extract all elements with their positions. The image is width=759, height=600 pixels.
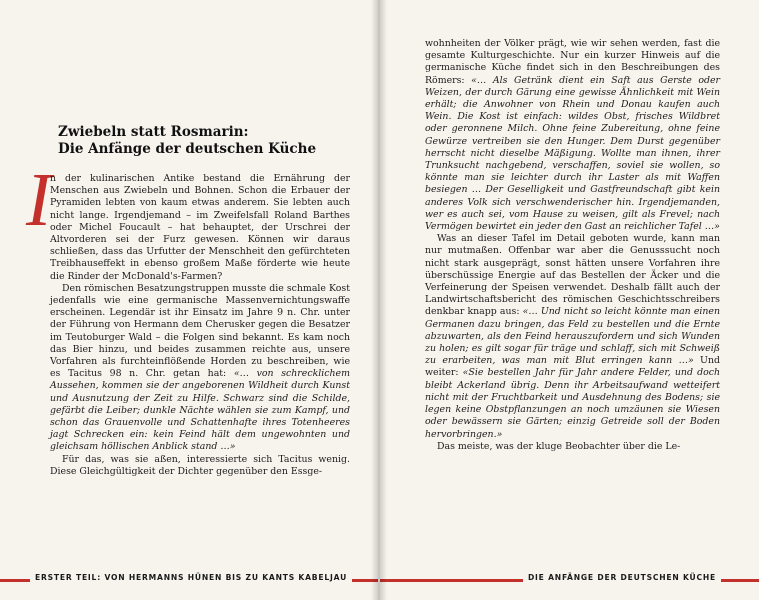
paragraph <box>425 38 720 233</box>
right-footer <box>380 562 759 600</box>
left-page <box>0 0 378 600</box>
drop-cap: I <box>26 158 52 242</box>
left-body-text <box>50 173 350 478</box>
paragraph-text: Was an dieser Tafel im Detail geboten wurde, kann man nur mutmaßen. Offenbar war aber die Genusssucht noch nicht stark ausgeprägt, sonst hätten unsere Vorfahren ihre überschüssige Energie auf das Bestellen der Äcker und die Verfeinerung der Speisen verwendet. Deshalb fällt auch der Landwirtschaftsbericht des römischen Geschichtsschreibers denkbar knapp aus: <box>425 233 720 318</box>
tacitus-quote: «… Und nicht so leicht könnte man einen Germanen dazu bringen, das Feld zu bestellen und die Ernte abzuwarten, als den Feind herauszufordern und sich Wunden zu holen; es gilt sogar für träge und schlaff, sich mit Schweiß zu erarbeiten, was man mit Blut erringen kann …» <box>425 306 721 367</box>
tacitus-quote: «… von schrecklichem Aussehen, kommen sie der angeborenen Wildheit durch Kunst und Ausnutzung der Zeit zu Hilfe. Schwarz sind die Schilde, gefärbt die Leiber; dunkle Nächte wählen sie zum Kampf, und schon das Grauenvolle und Schattenhafte ihres Totenheeres jagt Schrecken ein: kein Feind hält dem ungewohnten und gleichsam höllischen Anblick stand …» <box>50 368 350 453</box>
right-body-text <box>425 38 720 453</box>
running-footer-left: ERSTER TEIL: VON HERMANNS HÜNEN BIS ZU KANTS KABELJAU <box>30 573 352 582</box>
running-footer-right: DIE ANFÄNGE DER DEUTSCHEN KÜCHE <box>523 573 721 582</box>
paragraph-text: Und weiter: <box>425 355 720 379</box>
chapter-title-line-1: Zwiebeln statt Rosmarin: <box>58 124 249 140</box>
paragraph <box>50 283 350 454</box>
chapter-title <box>58 124 358 158</box>
tacitus-quote: «Sie bestellen Jahr für Jahr andere Felder, und doch bleibt Ackerland übrig. Denn ihr Arbeitsaufwand wetteifert nicht mit der Fruchtbarkeit und Ausdehnung des Bodens; sie legen keine Obstpflanzungen an noch umzäunen sie Wiesen oder bewässern sie Gärten; einzig Getreide soll der Boden hervorbringen.» <box>425 367 721 440</box>
chapter-title-line-2: Die Anfänge der deutschen Küche <box>58 141 317 157</box>
book-gutter <box>371 0 387 600</box>
paragraph: Für das, was sie aßen, interessierte sich Tacitus wenig. Diese Gleichgültigkeit der Dichter gegenüber den Essge- <box>50 453 350 477</box>
left-footer <box>0 562 378 600</box>
paragraph: n der kulinarischen Antike bestand die Ernährung der Menschen aus Zwiebeln und Bohnen. Schon die Erbauer der Pyramiden lebten von kaum etwas anderem. Sie lebten auch nicht lange. Irgendjemand – im Zweifelsfall Roland Barthes oder Michel Foucault – hat behauptet, der Urschrei der Altvorderen sei der Furz gewesen. Können wir daraus schließen, dass das Urfutter der Menschheit den gefürchteten Treibhauseffekt in ebenso großem Maße förderte wie heute die Rinder der McDonald's-Farmen? <box>50 173 350 282</box>
tacitus-quote: «… Als Getränk dient ein Saft aus Gerste oder Weizen, der durch Gärung eine gewisse Ähnlichkeit mit Wein erhält; die Anwohner von Rhein und Donau kaufen auch Wein. Die Kost ist einfach: wildes Obst, frisches Wildbret oder geronnene Milch. Ohne feine Zubereitung, ohne feine Gewürze vertreiben sie den Hunger. Dem Durst gegenüber herrscht nicht dieselbe Mäßigung. Wollte man ihnen, ihrer Trunksucht nachgebend, verschaffen, soviel sie wollen, so könnte man sie leichter durch ihr Laster als mit Waffen besiegen … Der Geselligkeit und Gastfreundschaft gibt kein anderes Volk sich verschwenderischer hin. Irgendjemanden, wer es auch sei, vom Hause zu weisen, gilt als Frevel; nach Vermögen bewirtet ein jeder den Gast an reichlicher Tafel …» <box>425 74 720 233</box>
paragraph: Das meiste, was der kluge Beobachter über die Le- <box>437 440 681 452</box>
paragraph-text: Den römischen Besatzungstruppen musste die schmale Kost jedenfalls wie eine germanische Massenvernichtungswaffe erscheinen. Legendär ist ihr Einsatz im Jahre 9 n. Chr. unter der Führung von Hermann dem Cherusker gegen die Besatzer im Teutoburger Wald – die Folgen sind bekannt. Es kam noch das Bier hinzu, und beides zusammen reichte aus, unsere Vorfahren als furchteinflößende Horden zu beschreiben, wie es Tacitus 98 n. Chr. getan hat: <box>50 282 350 380</box>
paragraph-text: wohnheiten der Völker prägt, wie wir sehen werden, fast die gesamte Kulturgeschichte. Nur ein kurzer Hinweis auf die germanische Küche findet sich in den Beschreibungen des Römers: <box>425 38 720 86</box>
paragraph <box>425 233 720 440</box>
